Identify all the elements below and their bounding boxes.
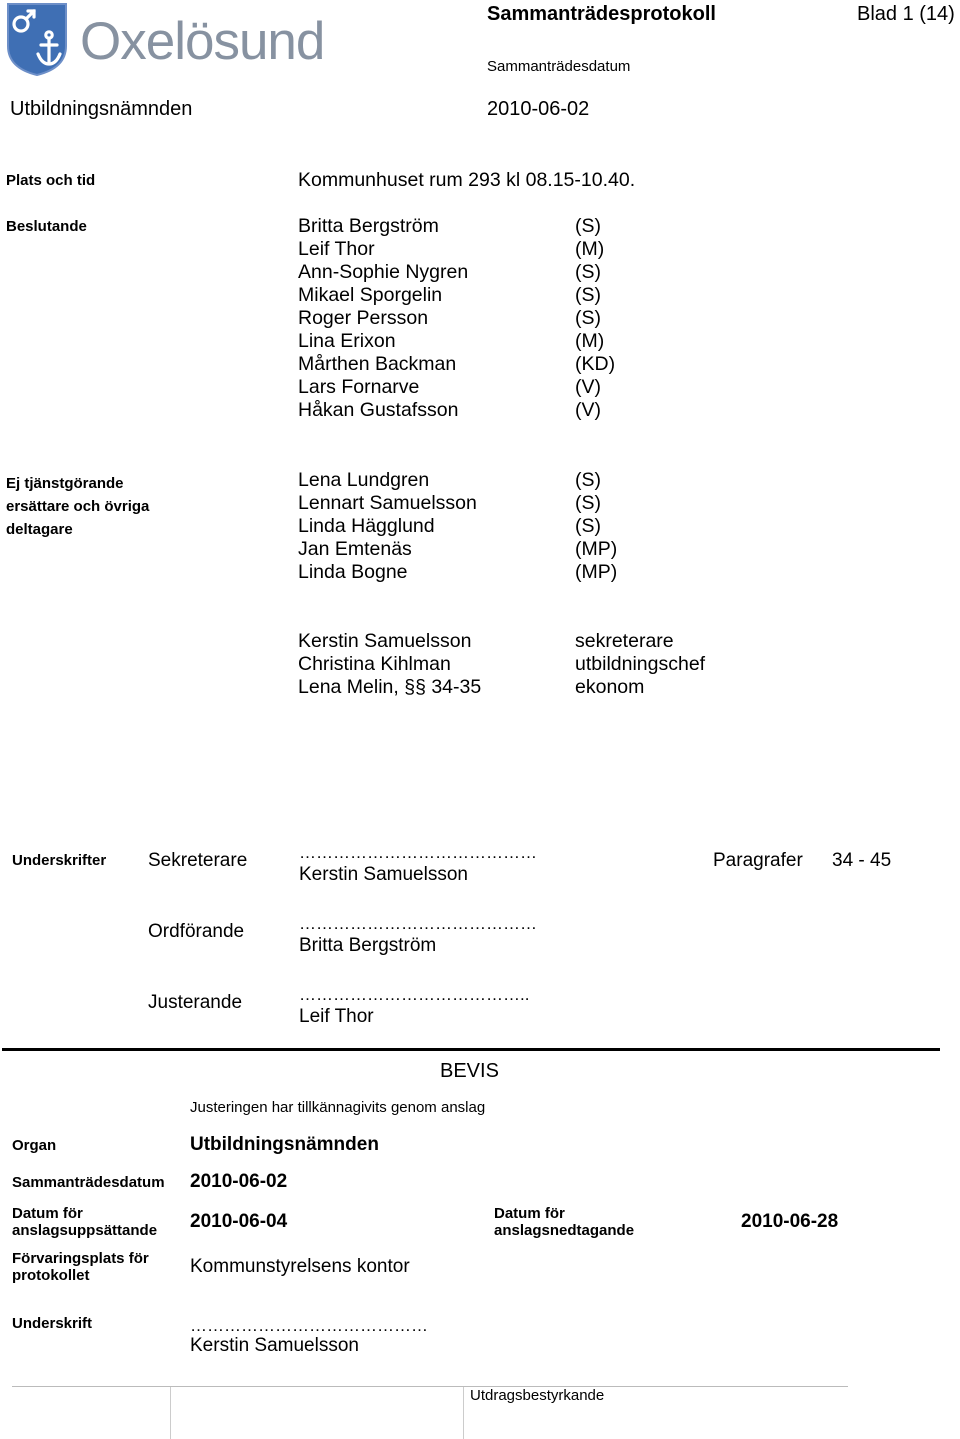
signature-name-bevis: Kerstin Samuelsson: [190, 1335, 359, 1356]
storage-label: [12, 1250, 149, 1284]
decision-makers-parties: [575, 215, 615, 422]
member-name: Håkan Gustafsson: [298, 399, 459, 421]
organ-value: Utbildningsnämnden: [190, 1134, 379, 1155]
member-party: (V): [575, 376, 601, 398]
member-name: Linda Hägglund: [298, 515, 435, 537]
signature-dots: …………………………………..: [299, 985, 530, 1004]
posting-date-label-line: anslagsuppsättande: [12, 1222, 158, 1239]
page-info: Blad 1 (14): [857, 3, 955, 25]
signature-name: Britta Bergström: [299, 935, 437, 956]
member-party: (S): [575, 469, 601, 491]
member-party: (S): [575, 307, 601, 329]
footer-column-divider: [170, 1387, 171, 1439]
storage-label-line: protokollet: [12, 1267, 90, 1284]
committee-name: Utbildningsnämnden: [10, 98, 193, 120]
staff-role: utbildningschef: [575, 653, 706, 675]
member-party: (KD): [575, 353, 616, 375]
logo-wordmark: Oxelösund: [80, 12, 325, 71]
others-label: [6, 472, 149, 541]
staff-role: ekonom: [575, 676, 645, 698]
municipal-logo: [6, 2, 336, 78]
signatures-label: Underskrifter: [12, 852, 107, 869]
footer-rule: [12, 1386, 848, 1387]
document-title: Sammanträdesprotokoll: [487, 3, 716, 25]
member-name: Leif Thor: [298, 238, 375, 260]
member-name: Jan Emtenäs: [298, 538, 412, 560]
member-party: (S): [575, 284, 601, 306]
member-name: Britta Bergström: [298, 215, 439, 237]
member-name: Mårthen Backman: [298, 353, 457, 375]
organ-label: Organ: [12, 1137, 57, 1154]
signature-role: Ordförande: [148, 921, 245, 942]
member-party: (M): [575, 330, 605, 352]
storage-label-line: Förvaringsplats för: [12, 1250, 149, 1267]
member-party: (M): [575, 238, 605, 260]
staff-roles: [575, 630, 705, 699]
signature-dots-bevis: ……………………………………: [190, 1316, 428, 1335]
member-name: Roger Persson: [298, 307, 429, 329]
member-party: (S): [575, 492, 601, 514]
signature-name: Kerstin Samuelsson: [299, 864, 468, 885]
removal-date-label: [494, 1205, 634, 1239]
staff-role: sekreterare: [575, 630, 674, 652]
member-name: Mikael Sporgelin: [298, 284, 443, 306]
member-name: Linda Bogne: [298, 561, 408, 583]
bevis-title: BEVIS: [440, 1060, 499, 1082]
member-party: (S): [575, 261, 601, 283]
member-name: Lina Erixon: [298, 330, 396, 352]
signature-role: Sekreterare: [148, 850, 248, 871]
posting-date-label-line: Datum för: [12, 1205, 83, 1222]
meeting-date: 2010-06-02: [487, 98, 590, 120]
member-party: (MP): [575, 561, 618, 583]
others-names: [298, 469, 477, 584]
bevis-divider: [2, 1048, 940, 1051]
paragraphs-value: 34 - 45: [832, 850, 892, 871]
staff-names: [298, 630, 481, 699]
decision-makers-names: [298, 215, 468, 422]
member-party: (S): [575, 515, 601, 537]
signature-name: Leif Thor: [299, 1006, 374, 1027]
others-parties: [575, 469, 617, 584]
posting-date-value: 2010-06-04: [190, 1211, 288, 1232]
storage-value: Kommunstyrelsens kontor: [190, 1256, 410, 1277]
staff-name: Lena Melin, §§ 34-35: [298, 676, 482, 698]
member-name: Lars Fornarve: [298, 376, 420, 398]
footer-certification-label: Utdragsbestyrkande: [470, 1387, 605, 1404]
decision-makers-label: Beslutande: [6, 218, 87, 235]
bevis-subtitle: Justeringen har tillkännagivits genom anslag: [190, 1099, 486, 1116]
posting-date-label: [12, 1205, 157, 1239]
meeting-date-label: Sammanträdesdatum: [487, 58, 631, 75]
signature-role: Justerande: [148, 992, 243, 1013]
signature-dots: ……………………………………: [299, 914, 537, 933]
member-name: Lennart Samuelsson: [298, 492, 477, 514]
removal-date-label-line: anslagsnedtagande: [494, 1222, 635, 1239]
staff-name: Kerstin Samuelsson: [298, 630, 472, 652]
meeting-date-label-bevis: Sammanträdesdatum: [12, 1174, 165, 1191]
staff-name: Christina Kihlman: [298, 653, 451, 675]
others-label-line: deltagare: [6, 521, 73, 538]
member-party: (MP): [575, 538, 618, 560]
removal-date-label-line: Datum för: [494, 1205, 565, 1222]
signature-label: Underskrift: [12, 1315, 93, 1332]
paragraphs-label: Paragrafer: [713, 850, 803, 871]
member-name: Ann-Sophie Nygren: [298, 261, 469, 283]
meeting-date-value-bevis: 2010-06-02: [190, 1171, 288, 1192]
member-party: (V): [575, 399, 601, 421]
others-label-line: Ej tjänstgörande: [6, 475, 124, 492]
member-party: (S): [575, 215, 601, 237]
place-time-value: Kommunhuset rum 293 kl 08.15-10.40.: [298, 169, 636, 191]
member-name: Lena Lundgren: [298, 469, 430, 491]
footer-column-divider: [463, 1387, 464, 1439]
removal-date-value: 2010-06-28: [741, 1211, 839, 1232]
signature-dots: ……………………………………: [299, 843, 537, 862]
others-label-line: ersättare och övriga: [6, 498, 150, 515]
coat-of-arms-icon: [6, 2, 68, 76]
place-time-label: Plats och tid: [6, 172, 96, 189]
